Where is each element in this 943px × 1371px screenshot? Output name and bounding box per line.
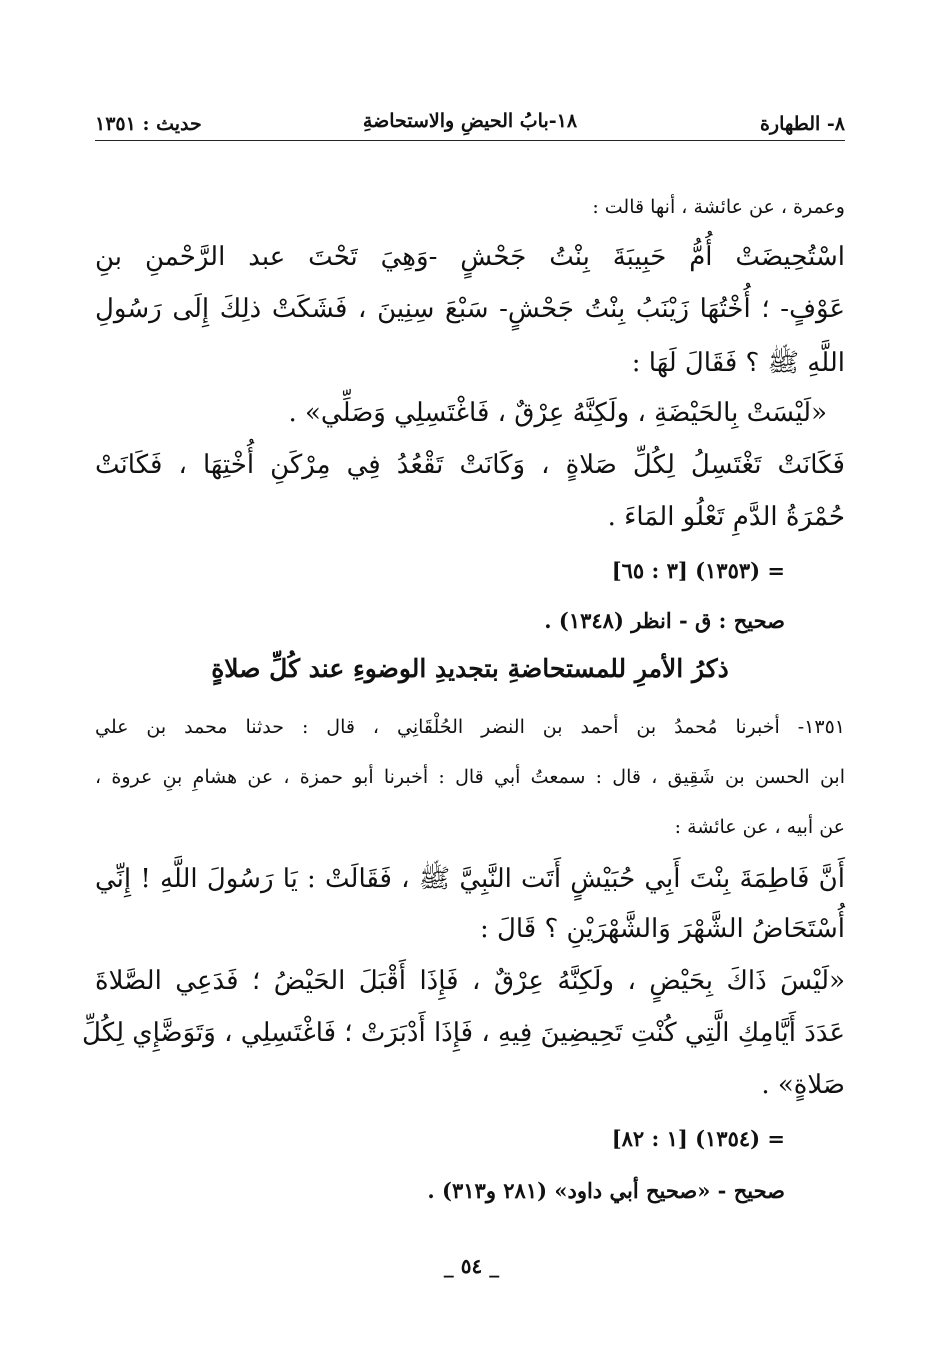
reference-line: = (١٣٥٣) [٣ : ٦٥] [611, 558, 785, 583]
page-header [95, 108, 845, 141]
text-line: صَلاةٍ» . [761, 1070, 845, 1100]
text-line: «لَيْسَتْ بِالحَيْضَةِ ، ولَكِنَّهُ عِرْقٌ ، فَاغْتَسِلِي وَصَلِّي» . [288, 398, 827, 428]
text-line: اللَّهِ ﷺ ؟ فَقَالَ لَهَا : [631, 348, 845, 378]
hadith-number-ref: حديث : ١٣٥١ [95, 113, 202, 135]
chapter-title: ٨- الطهارة [759, 113, 845, 135]
grading-line: صحيح - «صحيح أبي داود» (٢٨١ و٣١٣) . [427, 1178, 785, 1203]
reference-line: = (١٣٥٤) [١ : ٨٢] [611, 1126, 785, 1151]
text-line: وعمرة ، عن عائشة ، أنها قالت : [592, 196, 845, 218]
text-line: ١٣٥١- أخبرنا مُحمدُ بن أحمد بن النضر الحُلْقَانِي ، قال : حدثنا محمد بن علي [95, 716, 845, 738]
text-line: أَنَّ فَاطِمَةَ بِنْتَ أَبِي حُبَيْشٍ أَتَت النَّبِيَّ ﷺ ، فَقَالَتْ : يَا رَسُولَ اللَّهِ ! إِنِّي [95, 864, 845, 894]
grading-line: صحيح : ق - انظر (١٣٤٨) . [544, 608, 785, 633]
page-number: _ ٥٤ _ [443, 1254, 500, 1278]
text-line: عن أبيه ، عن عائشة : [674, 816, 845, 838]
text-line: فَكَانَتْ تَغْتَسِلُ لِكُلِّ صَلاةٍ ، وَكَانَتْ تَقْعُدُ فِي مِرْكَنِ أُخْتِهَا ، فَكَانَتْ [95, 450, 845, 480]
text-line: عَوْفٍ- ؛ أُخْتُهَا زَيْنَبُ بِنْتُ جَحْشٍ- سَبْعَ سِنِينَ ، فَشَكَتْ ذلِكَ إِلَى رَسُولِ [95, 294, 845, 324]
text-line: أُسْتَحَاضُ الشَّهْرَ وَالشَّهْرَيْنِ ؟ قَالَ : [479, 914, 845, 944]
text-line: اسْتُحِيضَتْ أُمُّ حَبِيبَةَ بِنْتُ جَحْشٍ -وَهِيَ تَحْتَ عبد الرَّحْمنِ بنِ [95, 242, 845, 272]
section-title: ١٨-بابُ الحيضِ والاستحاضةِ [362, 110, 578, 132]
text-line: عَدَدَ أَيَّامِكِ الَّتِي كُنْتِ تَحِيضِينَ فِيهِ ، فَإِذَا أَدْبَرَتْ ؛ فَاغْتَسِلِي ، وَتَوَضَّإِي لِكُلِّ [82, 1018, 845, 1048]
chapter-heading: ذكرُ الأمرِ للمستحاضةِ بتجديدِ الوضوءِ عند كُلِّ صلاةٍ [211, 654, 729, 683]
text-line: «لَيْسَ ذَاكَ بِحَيْضٍ ، ولَكِنَّهُ عِرْقٌ ، فَإِذَا أَقْبَلَ الحَيْضُ ؛ فَدَعِي الصَّلاةَ [95, 966, 845, 996]
text-line: ابن الحسن بن شَقِيق ، قال : سمعتُ أبي قال : أخبرنا أبو حمزة ، عن هشامِ بنِ عروة ، [95, 766, 845, 788]
text-line: حُمْرَةُ الدَّمِ تَعْلُو المَاءَ . [607, 502, 845, 532]
